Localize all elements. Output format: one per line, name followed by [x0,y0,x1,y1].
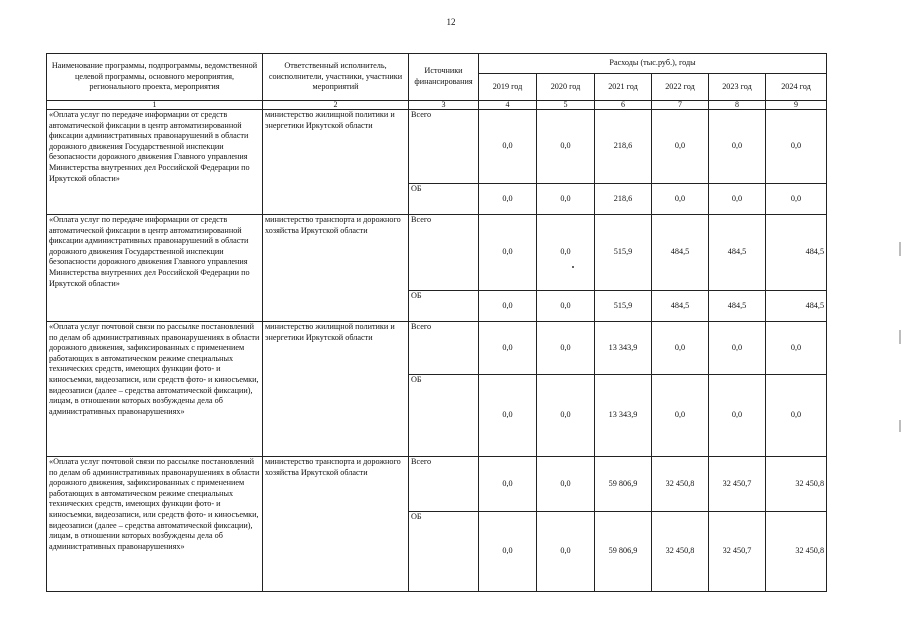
source-label: Всего [409,110,479,184]
value-cell: 0,0 [709,375,766,457]
value-cell: 0,0 [709,322,766,375]
value-cell: 0,0 [479,215,537,291]
value-cell: 484,5 [652,291,709,322]
column-number: 7 [652,101,709,110]
value-cell: 0,0 [479,322,537,375]
table-row [47,215,827,291]
header-year: 2020 год [537,74,595,101]
value-cell: 0,0 [537,215,595,291]
value-cell: 0,0 [652,110,709,184]
value-cell: 0,0 [709,110,766,184]
value-cell: 0,0 [766,110,827,184]
header-year: 2021 год [595,74,652,101]
header-year: 2022 год [652,74,709,101]
value-cell: 13 343,9 [595,375,652,457]
value-cell: 484,5 [709,215,766,291]
expenses-table [46,53,827,592]
column-number: 1 [47,101,263,110]
value-cell: 0,0 [537,184,595,215]
column-number-row [47,101,827,110]
value-cell: 515,9 [595,215,652,291]
value-cell: 0,0 [479,291,537,322]
scan-edge-mark [899,420,901,432]
value-cell: 32 450,7 [709,512,766,592]
column-number: 3 [409,101,479,110]
value-cell: 0,0 [537,457,595,512]
source-label: ОБ [409,291,479,322]
header-sources: Источники финансирования [409,54,479,101]
program-name: «Оплата услуг почтовой связи по рассылке постановлений по делам об административных правонарушениях в области дорожного движения, зафиксированных с применением работающих в автоматическом режиме специальных технических средств, имеющих функции фото- и киносъемки, видеозаписи, или средств фото- и киносъемки, видеозаписи (далее – средства автоматической фиксации), лицам, в отношении которых возбуждены дела об административных правонарушениях» [47,322,263,457]
source-label: ОБ [409,184,479,215]
value-cell: 0,0 [479,457,537,512]
executor-name: министерство транспорта и дорожного хозяйства Иркутской области [263,215,409,322]
value-cell: 13 343,9 [595,322,652,375]
column-number: 4 [479,101,537,110]
executor-name: министерство транспорта и дорожного хозяйства Иркутской области [263,457,409,592]
table-row [47,110,827,184]
value-cell: 0,0 [479,110,537,184]
program-name: «Оплата услуг по передаче информации от средств автоматической фиксации в центр автоматизированной фиксации административных правонарушений в области дорожного движения Государственной инспекции безопасности дорожного движения Главного управления Министерства внутренних дел Российской Федерации по Иркутской области» [47,215,263,322]
header-year: 2019 год [479,74,537,101]
source-label: ОБ [409,512,479,592]
value-cell: 0,0 [479,375,537,457]
value-cell: 0,0 [479,184,537,215]
program-name: «Оплата услуг по передаче информации от средств автоматической фиксации в центр автоматизированной фиксации административных правонарушений в области дорожного движения Государственной инспекции безопасности дорожного движения Главного управления Министерства внутренних дел Российской Федерации по Иркутской области» [47,110,263,215]
value-cell: 0,0 [537,110,595,184]
value-cell: 59 806,9 [595,512,652,592]
executor-name: министерство жилищной политики и энергетики Иркутской области [263,322,409,457]
value-cell: 0,0 [652,375,709,457]
page-number: 12 [446,17,456,27]
scan-edge-mark [899,330,901,344]
value-cell: 32 450,8 [652,457,709,512]
column-number: 6 [595,101,652,110]
header-year: 2024 год [766,74,827,101]
value-cell: 0,0 [537,322,595,375]
value-cell: 0,0 [766,375,827,457]
value-cell: 0,0 [537,512,595,592]
column-number: 8 [709,101,766,110]
table-row [47,322,827,375]
scan-edge-mark [899,242,901,256]
value-cell: 0,0 [479,512,537,592]
value-cell: 0,0 [766,322,827,375]
value-cell: 0,0 [537,375,595,457]
header-year: 2023 год [709,74,766,101]
table-row [47,457,827,512]
value-cell: 484,5 [766,215,827,291]
column-number: 5 [537,101,595,110]
source-label: Всего [409,215,479,291]
value-cell: 32 450,8 [766,512,827,592]
source-label: ОБ [409,375,479,457]
header-name: Наименование программы, подпрограммы, ведомственной целевой программы, основного мероприятия, регионального проекта, мероприятия [47,54,263,101]
column-number: 9 [766,101,827,110]
value-cell: 0,0 [709,184,766,215]
value-cell: 484,5 [709,291,766,322]
executor-name: министерство жилищной политики и энергетики Иркутской области [263,110,409,215]
value-cell: 515,9 [595,291,652,322]
header-row-top [47,54,827,74]
value-cell: 0,0 [652,322,709,375]
value-cell: 484,5 [766,291,827,322]
value-cell: 32 450,7 [709,457,766,512]
value-cell: 218,6 [595,184,652,215]
source-label: Всего [409,457,479,512]
value-cell: 32 450,8 [766,457,827,512]
scan-speck [572,266,574,268]
header-executor: Ответственный исполнитель, соисполнители, участники, участники мероприятий [263,54,409,101]
column-number: 2 [263,101,409,110]
value-cell: 59 806,9 [595,457,652,512]
source-label: Всего [409,322,479,375]
program-name: «Оплата услуг почтовой связи по рассылке постановлений по делам об административных правонарушениях в области дорожного движения, зафиксированных с применением работающих в автоматическом режиме специальных технических средств, имеющих функции фото- и киносъемки, видеозаписи, или средств фото- и киносъемки, видеозаписи (далее – средства автоматической фиксации), лицам, в отношении которых возбуждены дела об административных правонарушениях» [47,457,263,592]
value-cell: 0,0 [766,184,827,215]
value-cell: 0,0 [652,184,709,215]
header-expenses: Расходы (тыс.руб.), годы [479,54,827,74]
value-cell: 218,6 [595,110,652,184]
value-cell: 32 450,8 [652,512,709,592]
value-cell: 0,0 [537,291,595,322]
value-cell: 484,5 [652,215,709,291]
